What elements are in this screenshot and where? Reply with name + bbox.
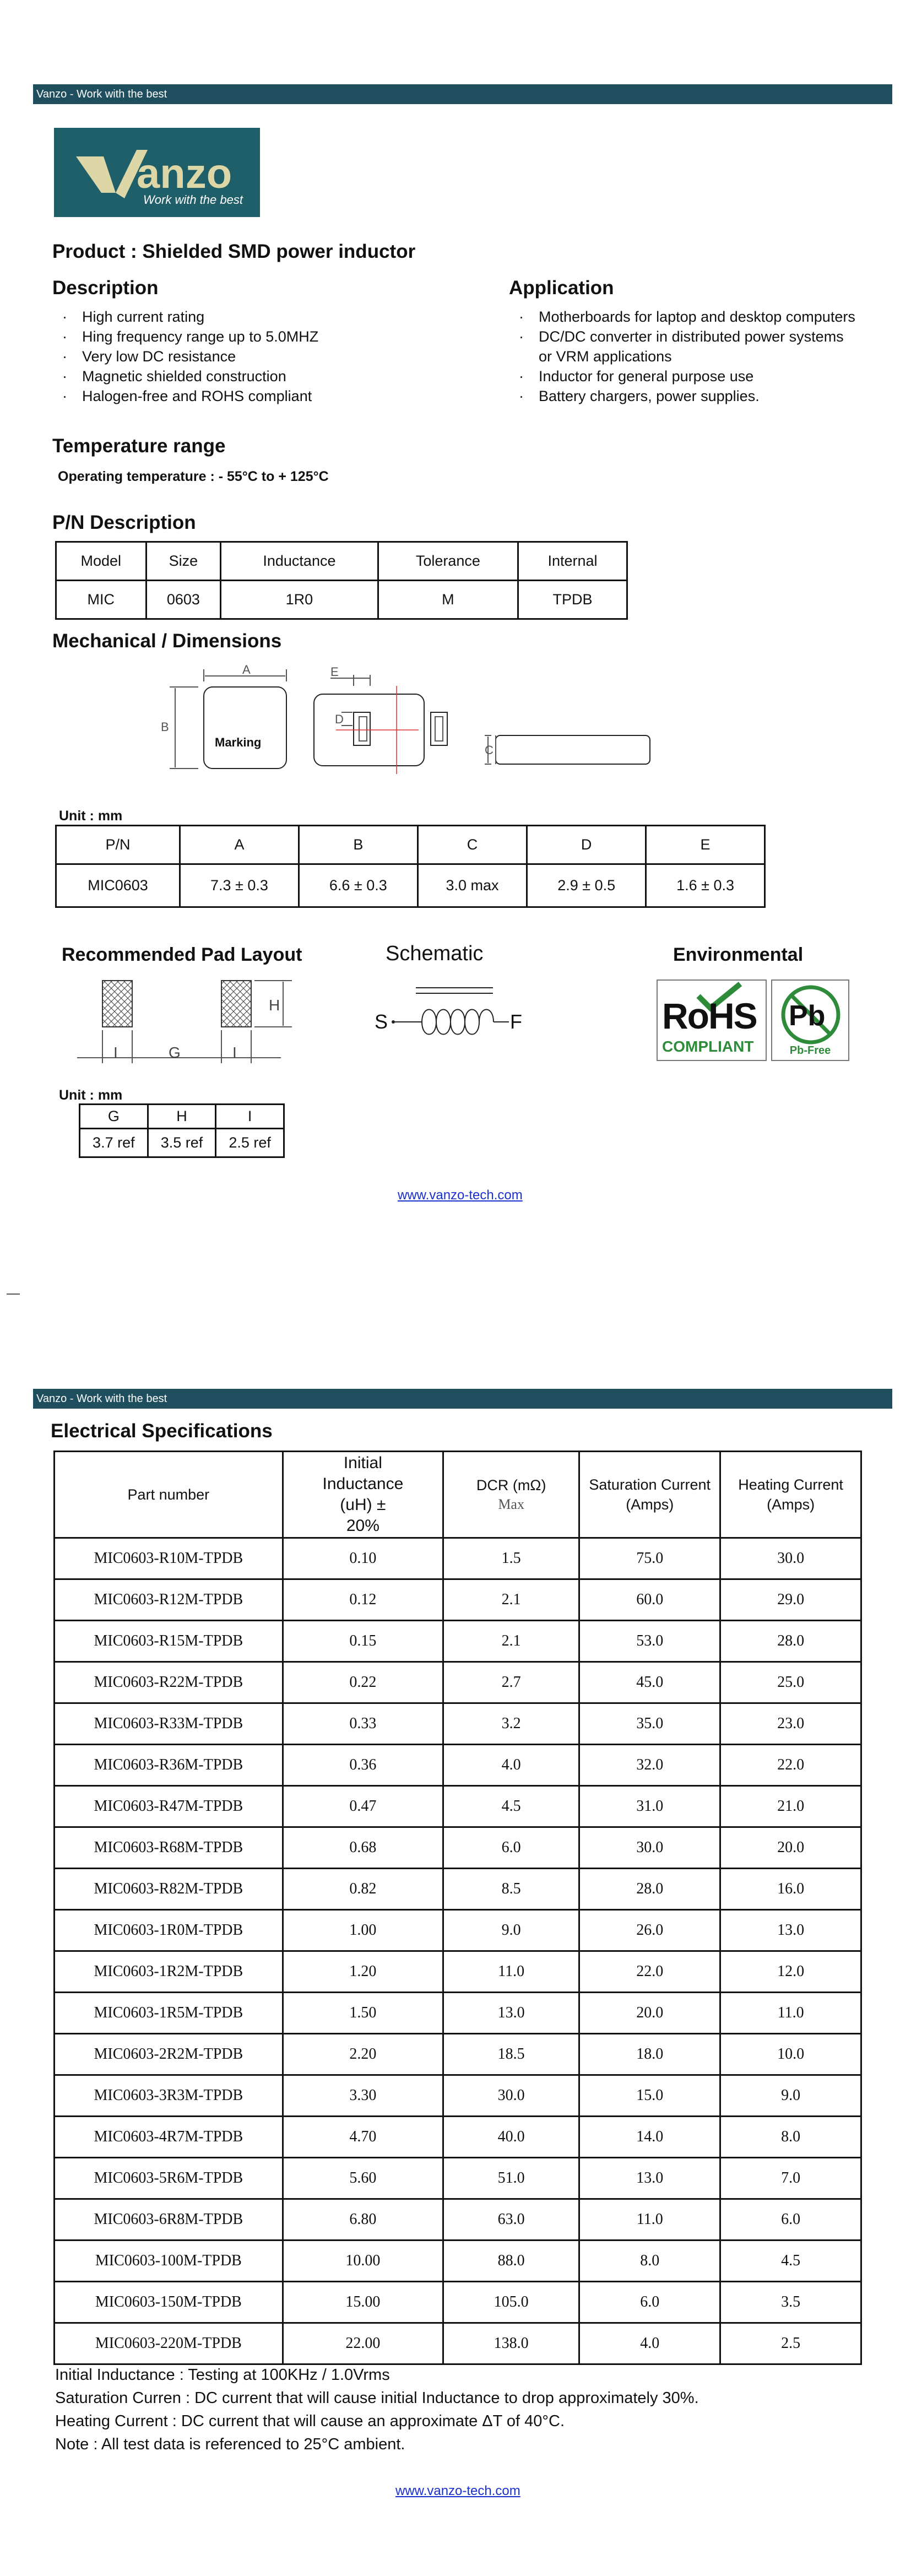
description-item: · Hing frequency range up to 5.0MHZ bbox=[52, 327, 318, 347]
pn-value-cell: 1R0 bbox=[221, 581, 378, 619]
inductance-cell: 10.00 bbox=[283, 2241, 443, 2282]
saturation-cell: 53.0 bbox=[579, 1621, 720, 1662]
temperature-text: Operating temperature : - 55°C to + 125°C bbox=[58, 469, 329, 484]
heating-cell: 25.0 bbox=[720, 1662, 861, 1703]
dim-value-cell: MIC0603 bbox=[56, 864, 180, 907]
table-row bbox=[55, 2117, 861, 2158]
dcr-cell: 6.0 bbox=[443, 1827, 579, 1869]
part-number-cell: MIC0603-1R5M-TPDB bbox=[55, 1993, 283, 2034]
heating-cell: 23.0 bbox=[720, 1703, 861, 1745]
description-item: · High current rating bbox=[52, 307, 318, 327]
col-header-inductance bbox=[283, 1452, 443, 1538]
table-row bbox=[55, 2158, 861, 2199]
table-row bbox=[55, 1827, 861, 1869]
dcr-cell: 4.0 bbox=[443, 1745, 579, 1786]
part-number-cell: MIC0603-R36M-TPDB bbox=[55, 1745, 283, 1786]
note-line: Saturation Curren : DC current that will cause initial Inductance to drop approximately 30%. bbox=[55, 2389, 699, 2407]
pb-free-text: Pb-Free bbox=[789, 1045, 831, 1057]
col-header-dcr-sub: Max bbox=[498, 1496, 524, 1512]
dcr-cell: 18.5 bbox=[443, 2034, 579, 2075]
dim-c-label: C bbox=[485, 743, 494, 757]
electrical-spec-table bbox=[53, 1451, 862, 2365]
inductance-cell: 0.12 bbox=[283, 1579, 443, 1621]
pn-heading: P/N Description bbox=[52, 512, 196, 533]
pn-value-cell: M bbox=[378, 581, 518, 619]
table-row bbox=[55, 1621, 861, 1662]
inductance-cell: 6.80 bbox=[283, 2199, 443, 2241]
page-2 bbox=[0, 1366, 911, 2576]
mechanical-drawing bbox=[154, 664, 683, 785]
col-header-heating bbox=[720, 1452, 861, 1538]
inductance-cell: 0.10 bbox=[283, 1538, 443, 1579]
heating-cell: 10.0 bbox=[720, 2034, 861, 2075]
inductance-cell: 0.47 bbox=[283, 1786, 443, 1827]
dcr-cell: 105.0 bbox=[443, 2282, 579, 2323]
dcr-cell: 30.0 bbox=[443, 2075, 579, 2117]
dim-header-cell: D bbox=[527, 826, 646, 864]
col-header-dcr bbox=[443, 1452, 579, 1538]
pn-header-cell: Model bbox=[56, 542, 147, 581]
inductance-cell: 0.82 bbox=[283, 1869, 443, 1910]
heating-cell: 22.0 bbox=[720, 1745, 861, 1786]
saturation-cell: 30.0 bbox=[579, 1827, 720, 1869]
table-row bbox=[55, 1703, 861, 1745]
logo-tagline: Work with the best bbox=[143, 193, 243, 207]
header-band: Vanzo - Work with the best bbox=[33, 1389, 892, 1409]
saturation-cell: 4.0 bbox=[579, 2323, 720, 2364]
pad-header-cell: G bbox=[80, 1105, 148, 1129]
temperature-heading: Temperature range bbox=[52, 435, 226, 457]
dcr-cell: 63.0 bbox=[443, 2199, 579, 2241]
saturation-cell: 35.0 bbox=[579, 1703, 720, 1745]
website-link[interactable]: www.vanzo-tech.com bbox=[395, 2483, 520, 2498]
product-title: Product : Shielded SMD power inductor bbox=[52, 241, 416, 262]
pad-unit: Unit : mm bbox=[59, 1087, 123, 1103]
saturation-cell: 45.0 bbox=[579, 1662, 720, 1703]
saturation-cell: 18.0 bbox=[579, 2034, 720, 2075]
saturation-cell: 13.0 bbox=[579, 2158, 720, 2199]
dim-header-cell: E bbox=[646, 826, 765, 864]
table-row bbox=[55, 2241, 861, 2282]
pad-h-label: H bbox=[269, 997, 280, 1014]
inductance-cell: 5.60 bbox=[283, 2158, 443, 2199]
dim-header-cell: B bbox=[299, 826, 417, 864]
part-number-cell: MIC0603-1R2M-TPDB bbox=[55, 1951, 283, 1993]
environmental-heading: Environmental bbox=[673, 944, 804, 965]
inductance-cell: 0.22 bbox=[283, 1662, 443, 1703]
dim-e-label: E bbox=[330, 665, 339, 679]
heating-cell: 12.0 bbox=[720, 1951, 861, 1993]
logo-wordmark: anzo bbox=[137, 150, 232, 197]
dim-d-label: D bbox=[335, 712, 344, 726]
heating-cell: 13.0 bbox=[720, 1910, 861, 1951]
pad-i-label: I bbox=[113, 1044, 118, 1061]
pn-header-cell: Tolerance bbox=[378, 542, 518, 581]
saturation-cell: 15.0 bbox=[579, 2075, 720, 2117]
part-number-cell: MIC0603-5R6M-TPDB bbox=[55, 2158, 283, 2199]
inductance-cell: 0.36 bbox=[283, 1745, 443, 1786]
pn-value-cell: MIC bbox=[56, 581, 147, 619]
dcr-cell: 8.5 bbox=[443, 1869, 579, 1910]
saturation-cell: 22.0 bbox=[579, 1951, 720, 1993]
table-row bbox=[55, 2075, 861, 2117]
table-row bbox=[55, 1662, 861, 1703]
description-item: · Very low DC resistance bbox=[52, 347, 318, 366]
pb-free-badge bbox=[771, 979, 849, 1061]
rohs-text: RoHS bbox=[662, 995, 757, 1036]
spec-table-body bbox=[55, 1538, 861, 2364]
part-number-cell: MIC0603-R82M-TPDB bbox=[55, 1869, 283, 1910]
description-item: · Halogen-free and ROHS compliant bbox=[52, 386, 318, 406]
heating-cell: 7.0 bbox=[720, 2158, 861, 2199]
schematic-s-label: S bbox=[375, 1010, 388, 1033]
application-item: · Inductor for general purpose use bbox=[509, 366, 855, 386]
inductance-cell: 0.15 bbox=[283, 1621, 443, 1662]
dcr-cell: 88.0 bbox=[443, 2241, 579, 2282]
col-header-part: Part number bbox=[55, 1452, 283, 1538]
table-row bbox=[55, 2034, 861, 2075]
pn-value-cell: 0603 bbox=[146, 581, 221, 619]
application-item: · DC/DC converter in distributed power systems bbox=[509, 327, 855, 347]
inductance-cell: 4.70 bbox=[283, 2117, 443, 2158]
application-item: · Motherboards for laptop and desktop computers bbox=[509, 307, 855, 327]
part-number-cell: MIC0603-1R0M-TPDB bbox=[55, 1910, 283, 1951]
part-number-cell: MIC0603-R10M-TPDB bbox=[55, 1538, 283, 1579]
dcr-cell: 138.0 bbox=[443, 2323, 579, 2364]
saturation-cell: 11.0 bbox=[579, 2199, 720, 2241]
dim-header-cell: P/N bbox=[56, 826, 180, 864]
rohs-compliant-text: COMPLIANT bbox=[662, 1038, 754, 1055]
dim-value-cell: 7.3 ± 0.3 bbox=[180, 864, 299, 907]
pad-value-cell: 3.5 ref bbox=[148, 1129, 216, 1157]
table-row bbox=[55, 1745, 861, 1786]
dcr-cell: 3.2 bbox=[443, 1703, 579, 1745]
heating-cell: 20.0 bbox=[720, 1827, 861, 1869]
pad-header-cell: I bbox=[216, 1105, 284, 1129]
dim-value-cell: 1.6 ± 0.3 bbox=[646, 864, 765, 907]
table-row bbox=[55, 2282, 861, 2323]
saturation-cell: 28.0 bbox=[579, 1869, 720, 1910]
table-row bbox=[55, 1538, 861, 1579]
pn-header-cell: Size bbox=[146, 542, 221, 581]
saturation-cell: 20.0 bbox=[579, 1993, 720, 2034]
application-item: or VRM applications bbox=[539, 348, 672, 365]
heating-cell: 16.0 bbox=[720, 1869, 861, 1910]
inductance-cell: 0.68 bbox=[283, 1827, 443, 1869]
col-header-saturation bbox=[579, 1452, 720, 1538]
part-number-cell: MIC0603-R22M-TPDB bbox=[55, 1662, 283, 1703]
heating-cell: 2.5 bbox=[720, 2323, 861, 2364]
part-number-cell: MIC0603-6R8M-TPDB bbox=[55, 2199, 283, 2241]
electrical-heading: Electrical Specifications bbox=[51, 1420, 273, 1442]
inductance-cell: 1.00 bbox=[283, 1910, 443, 1951]
pn-header-cell: Inductance bbox=[221, 542, 378, 581]
dim-value-cell: 2.9 ± 0.5 bbox=[527, 864, 646, 907]
description-item: · Magnetic shielded construction bbox=[52, 366, 318, 386]
pn-table bbox=[55, 541, 628, 620]
marking-label: Marking bbox=[215, 735, 262, 749]
dcr-cell: 2.1 bbox=[443, 1579, 579, 1621]
heating-cell: 8.0 bbox=[720, 2117, 861, 2158]
saturation-cell: 75.0 bbox=[579, 1538, 720, 1579]
inductance-cell: 1.50 bbox=[283, 1993, 443, 2034]
saturation-cell: 60.0 bbox=[579, 1579, 720, 1621]
table-row bbox=[55, 1579, 861, 1621]
mechanical-heading: Mechanical / Dimensions bbox=[52, 630, 282, 652]
pad-header-cell: H bbox=[148, 1105, 216, 1129]
part-number-cell: MIC0603-2R2M-TPDB bbox=[55, 2034, 283, 2075]
dim-value-cell: 6.6 ± 0.3 bbox=[299, 864, 417, 907]
description-heading: Description bbox=[52, 277, 159, 299]
table-row bbox=[55, 1869, 861, 1910]
heating-cell: 21.0 bbox=[720, 1786, 861, 1827]
col-header-heating-text: Heating Current (Amps) bbox=[738, 1476, 843, 1513]
col-header-saturation-text: Saturation Current (Amps) bbox=[589, 1476, 711, 1513]
header-band: Vanzo - Work with the best bbox=[33, 84, 892, 104]
inductance-cell: 2.20 bbox=[283, 2034, 443, 2075]
dim-header-cell: C bbox=[417, 826, 527, 864]
pad-table bbox=[79, 1103, 285, 1158]
vanzo-logo bbox=[54, 128, 260, 217]
part-number-cell: MIC0603-4R7M-TPDB bbox=[55, 2117, 283, 2158]
mechanical-unit: Unit : mm bbox=[59, 808, 123, 824]
pn-value-cell: TPDB bbox=[518, 581, 627, 619]
note-line: Note : All test data is referenced to 25°C ambient. bbox=[55, 2436, 405, 2453]
dcr-cell: 11.0 bbox=[443, 1951, 579, 1993]
part-number-cell: MIC0603-R47M-TPDB bbox=[55, 1786, 283, 1827]
heating-cell: 9.0 bbox=[720, 2075, 861, 2117]
part-number-cell: MIC0603-R15M-TPDB bbox=[55, 1621, 283, 1662]
table-row bbox=[55, 1910, 861, 1951]
col-header-dcr-text: DCR (mΩ) bbox=[476, 1476, 546, 1493]
pad-i-label: I bbox=[232, 1044, 237, 1061]
pad-value-cell: 2.5 ref bbox=[216, 1129, 284, 1157]
saturation-cell: 14.0 bbox=[579, 2117, 720, 2158]
dcr-cell: 9.0 bbox=[443, 1910, 579, 1951]
inductance-cell: 15.00 bbox=[283, 2282, 443, 2323]
part-number-cell: MIC0603-R68M-TPDB bbox=[55, 1827, 283, 1869]
schematic-f-label: F bbox=[510, 1010, 522, 1033]
part-number-cell: MIC0603-R12M-TPDB bbox=[55, 1579, 283, 1621]
saturation-cell: 26.0 bbox=[579, 1910, 720, 1951]
heating-cell: 3.5 bbox=[720, 2282, 861, 2323]
pad-g-label: G bbox=[169, 1044, 181, 1061]
inductance-cell: 22.00 bbox=[283, 2323, 443, 2364]
dcr-cell: 2.1 bbox=[443, 1621, 579, 1662]
heating-cell: 4.5 bbox=[720, 2241, 861, 2282]
heating-cell: 28.0 bbox=[720, 1621, 861, 1662]
table-row bbox=[55, 2323, 861, 2364]
heating-cell: 11.0 bbox=[720, 1993, 861, 2034]
pad-heading: Recommended Pad Layout bbox=[62, 944, 302, 965]
application-item: · Battery chargers, power supplies. bbox=[509, 386, 855, 406]
table-row bbox=[55, 1951, 861, 1993]
description-list bbox=[52, 307, 318, 406]
note-line: Initial Inductance : Testing at 100KHz / 1.0Vrms bbox=[55, 2366, 390, 2384]
dim-a-label: A bbox=[242, 664, 251, 677]
dim-b-label: B bbox=[161, 720, 169, 734]
part-number-cell: MIC0603-100M-TPDB bbox=[55, 2241, 283, 2282]
table-row bbox=[55, 2199, 861, 2241]
rohs-badge bbox=[657, 979, 767, 1061]
inductance-cell: 3.30 bbox=[283, 2075, 443, 2117]
spec-notes bbox=[55, 2363, 699, 2456]
dcr-cell: 1.5 bbox=[443, 1538, 579, 1579]
application-list bbox=[509, 307, 855, 406]
part-number-cell: MIC0603-R33M-TPDB bbox=[55, 1703, 283, 1745]
inductance-cell: 0.33 bbox=[283, 1703, 443, 1745]
heating-cell: 6.0 bbox=[720, 2199, 861, 2241]
saturation-cell: 31.0 bbox=[579, 1786, 720, 1827]
page-separator bbox=[7, 1294, 20, 1295]
table-row bbox=[55, 1993, 861, 2034]
dcr-cell: 13.0 bbox=[443, 1993, 579, 2034]
page-1 bbox=[0, 0, 911, 1262]
heating-cell: 29.0 bbox=[720, 1579, 861, 1621]
dcr-cell: 4.5 bbox=[443, 1786, 579, 1827]
col-header-inductance-text: Initial Inductance (uH) ± 20% bbox=[322, 1454, 404, 1535]
part-number-cell: MIC0603-3R3M-TPDB bbox=[55, 2075, 283, 2117]
saturation-cell: 32.0 bbox=[579, 1745, 720, 1786]
schematic-heading: Schematic bbox=[386, 942, 484, 965]
pn-header-cell: Internal bbox=[518, 542, 627, 581]
pad-value-cell: 3.7 ref bbox=[80, 1129, 148, 1157]
dcr-cell: 2.7 bbox=[443, 1662, 579, 1703]
dcr-cell: 40.0 bbox=[443, 2117, 579, 2158]
application-heading: Application bbox=[509, 277, 614, 299]
part-number-cell: MIC0603-220M-TPDB bbox=[55, 2323, 283, 2364]
heating-cell: 30.0 bbox=[720, 1538, 861, 1579]
part-number-cell: MIC0603-150M-TPDB bbox=[55, 2282, 283, 2323]
dimensions-table bbox=[55, 825, 766, 908]
table-row bbox=[55, 1786, 861, 1827]
note-line: Heating Current : DC current that will cause an approximate ΔT of 40°C. bbox=[55, 2412, 565, 2430]
pb-text: Pb bbox=[789, 1000, 826, 1032]
pad-layout-drawing bbox=[72, 975, 303, 1069]
dim-header-cell: A bbox=[180, 826, 299, 864]
saturation-cell: 6.0 bbox=[579, 2282, 720, 2323]
schematic-drawing bbox=[375, 978, 534, 1044]
website-link[interactable]: www.vanzo-tech.com bbox=[398, 1188, 523, 1203]
saturation-cell: 8.0 bbox=[579, 2241, 720, 2282]
dim-value-cell: 3.0 max bbox=[417, 864, 527, 907]
dcr-cell: 51.0 bbox=[443, 2158, 579, 2199]
inductance-cell: 1.20 bbox=[283, 1951, 443, 1993]
